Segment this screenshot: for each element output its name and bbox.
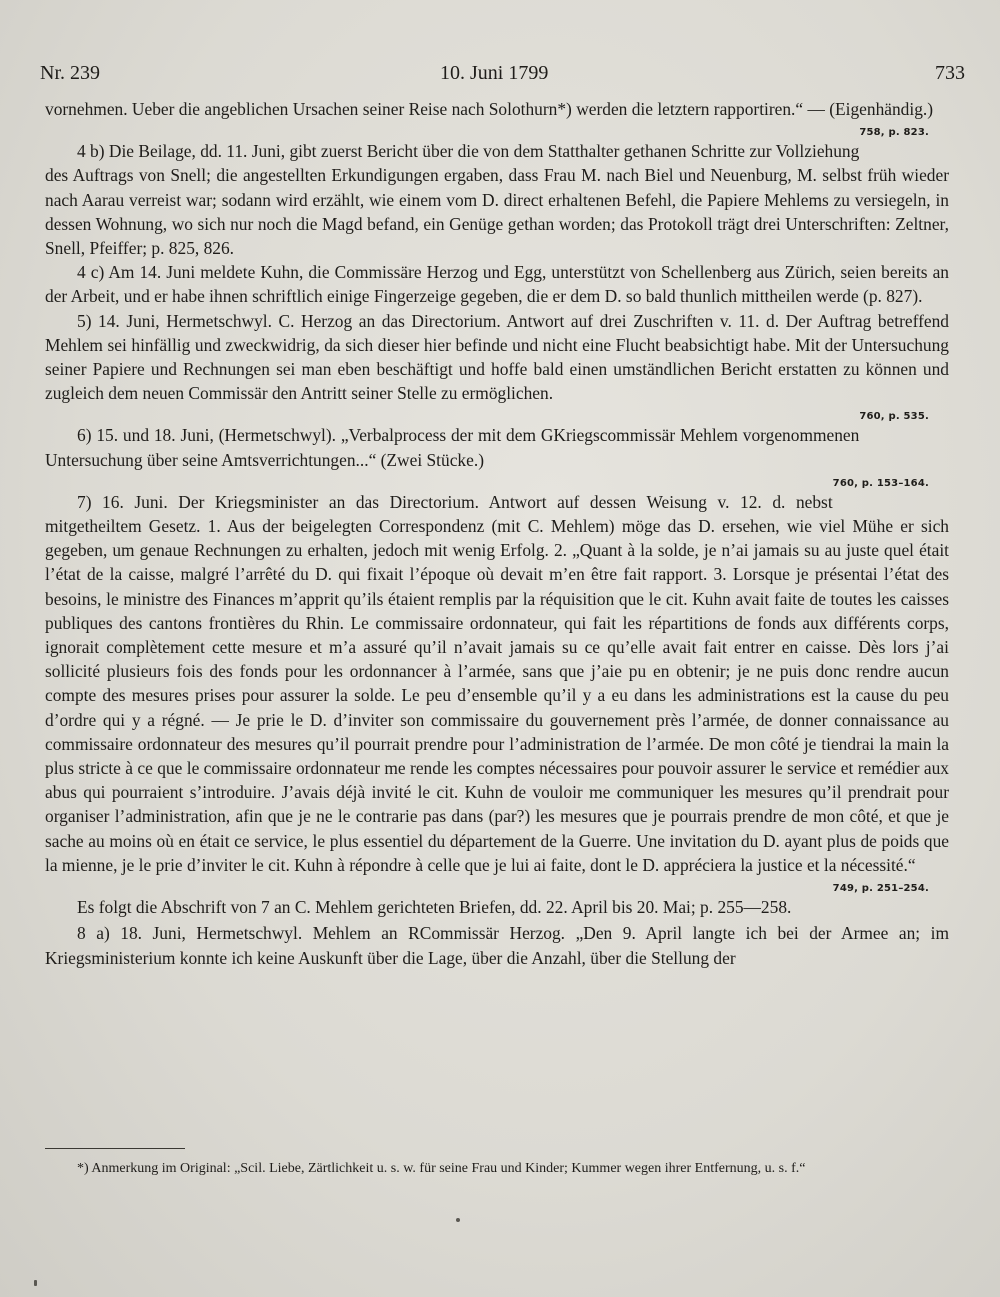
paragraph-text: 4 c) Am 14. Juni meldete Kuhn, die Commissäre Herzog und Egg, unterstützt von Schellenberg aus Zürich, seien bereits an der Arbeit, und er habe ihnen schriftlich einige Fingerzeige gegeben, die er dem D. so bald thunlich mittheilen werde (p. 827). — [45, 262, 949, 307]
print-speck — [34, 1280, 37, 1286]
footnote — [45, 1158, 949, 1180]
reference-line — [45, 472, 949, 490]
footnote-divider — [45, 1148, 185, 1149]
paragraph-4c — [45, 260, 949, 308]
paragraph-text: 6) 15. und 18. Juni, (Hermetschwyl). „Verbalprocess der mit dem GKriegscommissär Mehlem vorgenommenen Untersuchung über seine Amtsverrichtungen...“ (Zwei Stücke.) — [45, 425, 860, 470]
print-speck — [456, 1218, 460, 1222]
paragraph-text: Es folgt die Abschrift von 7 an C. Mehlem gerichteten Briefen, dd. 22. April bis 20. Mai; p. 255—258. — [77, 897, 792, 918]
document-date: 10. Juni 1799 — [440, 62, 549, 84]
paragraph-text: 4 b) Die Beilage, dd. 11. Juni, gibt zuerst Bericht über die von dem Statthalter gethanen Schritte zur Vollziehung des Auftrags von Snell; die angestellten Erkundigungen ergaben, dass Frau M. nach Biel und Neuenburg, M. selbst früh wieder nach Aarau verreist war; sodann wird erzählt, wie einem vom D. direct erhaltenen Befehl, die Papiere Mehlems zu versiegeln, in dessen Wohnung, wo sich nur noch die Magd befand, ein Genüge gethan worden; das Protokoll trägt drei Unterschriften: Zeltner, Snell, Pfeiffer; p. 825, 826. — [45, 141, 949, 259]
body-text — [45, 97, 949, 970]
archive-reference: 760, p. 535. — [859, 411, 929, 423]
paragraph-text: 5) 14. Juni, Hermetschwyl. C. Herzog an das Directorium. Antwort auf drei Zuschriften v. 11. d. Der Auftrag betreffend Mehlem sei hinfällig und zweckwidrig, da sich dieser hier befinde und nicht eine Flucht beabsichtigt habe. Mit der Untersuchung seiner Papiere und Rechnungen sei man eben beschäftigt und hoffe bald einen umständlichen Bericht erstatten zu können und zugleich dem neuen Commissär den Antritt seiner Stelle zu ermöglichen. — [45, 310, 949, 404]
paragraph-text: 7) 16. Juni. Der Kriegsminister an das Directorium. Antwort auf dessen Weisung v. 12. d. nebst mitgetheiltem Gesetz. 1. Aus der beigelegten Correspondenz (mit C. Mehlem) möge das D. ersehen, wie viel Mühe er sich gegeben, um genaue Rechnungen zu erhalten, jedoch mit wenig Erfolg. 2. „Quant à la solde, je n’ai jamais su au juste quel était l’état de la caisse, malgré l’arrêté du D. qui fixait l’époque où devait m’en être fait rapport. 3. Lorsque je présentai l’état des besoins, le ministre des Finances m’apprit qu’ils étaient remplis par la réquisition que le cit. Kuhn avait faite de toutes les caisses publiques des cantons frontières du Rhin. Le commissaire ordonnateur, qui fait les répartitions de fonds aux différents corps, ignorait complètement cette mesure et m’a assuré qu’il n’avait jamais su ce qu’elle avait fait entrer en caisse. Dès lors j’ai sollicité plusieurs fois des fonds pour les ordonnancer à l’armée, sans que j’aie pu en obtenir; je ne puis donc rendre aucun compte des mesures prises pour assurer la solde. Le peu d’ensemble qu’il y a eu dans les administrations est la cause du peu d’ordre qui y a régné. — Je prie le D. d’inviter son commissaire du gouvernement près l’armée, de donner connaissance au commissaire ordonnateur des mesures qu’il pourrait prendre pour l’administration de l’armée. De mon côté je tiendrai la main la plus stricte à ce que le commissaire ordonnateur me rende les comptes nécessaires pour pouvoir assurer le service et remédier aux abus qui pourraient s’introduire. J’avais déjà invité le cit. Kuhn de vouloir me communiquer les mesures qu’il prendrait pour organiser l’administration, afin que je ne le contrarie pas dans (par?) les mesures que je pourrais prendre de mon côté, et que je sache au moins où en était ce service, le plus essentiel du département de la Guerre. Une invitation du D. ayant plus de poids que la mienne, je le prie d’inviter le cit. Kuhn à répondre à celle que je lui ai faite, dont le D. appréciera la justice et la nécessité.“ — [45, 491, 949, 875]
paragraph-8a — [45, 921, 949, 969]
reference-line — [45, 121, 949, 139]
paragraph-5 — [45, 309, 949, 406]
footnote-text: *) Anmerkung im Original: „Scil. Liebe, Zärtlichkeit u. s. w. für seine Frau und Kinder; Kummer wegen ihrer Entfernung, u. s. f.“ — [77, 1161, 806, 1176]
paragraph-continuation — [45, 97, 949, 121]
page-number: 733 — [935, 62, 965, 84]
archive-reference: 749, p. 251–254. — [832, 883, 929, 895]
archive-reference: 758, p. 823. — [859, 127, 929, 139]
paragraph-4b — [45, 139, 949, 260]
paragraph-copy-note — [45, 895, 949, 919]
paragraph-text: 8 a) 18. Juni, Hermetschwyl. Mehlem an RCommissär Herzog. „Den 9. April langte ich bei der Armee an; im Kriegsministerium konnte ich keine Auskunft über die Lage, über die Anzahl, über die Stellung der — [45, 923, 949, 968]
page-header — [40, 62, 965, 88]
paragraph-text: vornehmen. Ueber die angeblichen Ursachen seiner Reise nach Solothurn*) werden die letztern rapportiren.“ — (Eigenhändig.) — [45, 99, 934, 119]
document-number: Nr. 239 — [40, 62, 100, 84]
paragraph-7 — [45, 490, 949, 877]
archive-reference: 760, p. 153–164. — [832, 477, 929, 489]
reference-line — [45, 877, 949, 895]
paragraph-6 — [45, 423, 949, 471]
reference-line — [45, 405, 949, 423]
